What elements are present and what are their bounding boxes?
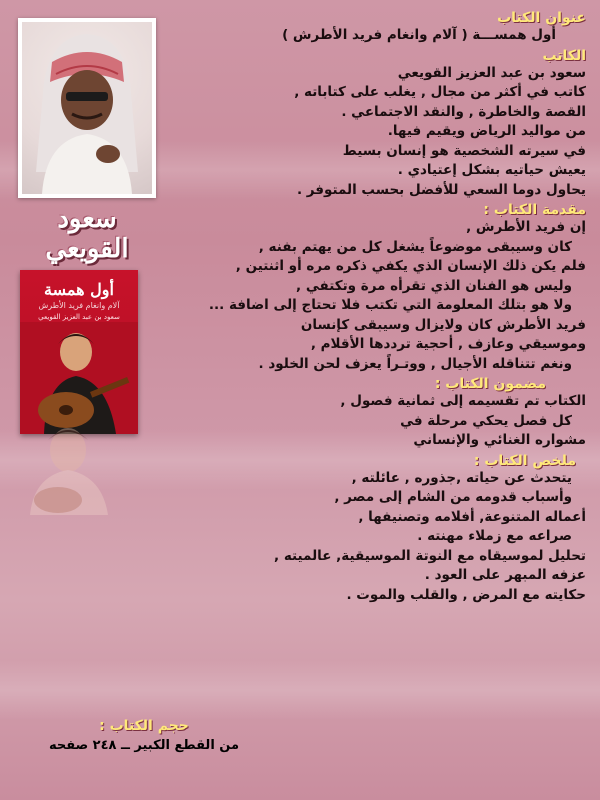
text-line: فريد الأطرش كان ولايزال وسيبقى كإنسان (300, 316, 586, 333)
text-line: كل فصل يحكي مرحلة في (400, 412, 572, 429)
author-photo (18, 18, 156, 198)
text-line: صراعه مع زملاء مهنته . (417, 528, 572, 544)
text-line: من مواليد الرياض ويقيم فيها. (387, 123, 586, 139)
section-heading: عنوان الكتاب (497, 10, 586, 26)
book-info-panel (166, 8, 586, 607)
author-portrait-illustration (22, 22, 152, 194)
text-line: ونغم تتناقله الأجيال , ووتـراً يعزف لحن الخلود . (258, 355, 572, 372)
book-size-text: من القطع الكبير ــ ٢٤٨ صفحه (48, 738, 240, 753)
section-heading: مضمون الكتاب : (434, 376, 546, 392)
text-line: وموسيقي وعازف , أحجية ترددها الأقلام , (310, 336, 586, 352)
text-line: ولا هو بتلك المعلومة التي تكتب فلا تحتاج إلى اضافة ... (208, 297, 572, 313)
section-heading: مقدمة الكتاب : (483, 202, 586, 218)
oud-player-illustration (20, 322, 138, 434)
background-band (0, 660, 600, 720)
text-line: تحليل لموسيقاه مع النوتة الموسيقية, عالميته , (274, 547, 586, 564)
section-heading: الكاتب (542, 47, 586, 64)
text-line: إن فريد الأطرش , (466, 219, 586, 235)
section-contents (166, 376, 586, 451)
text-line: القصة والخاطرة , والنقد الاجتماعي . (341, 103, 586, 120)
text-line: الكتاب تم تقسيمه إلى ثمانية فصول , (340, 393, 586, 409)
section-author (166, 48, 586, 201)
book-cover-author: سعود بن عبد العزيز القويعي (38, 313, 120, 321)
text-line: يحاول دوما السعي للأفضل بحسب المتوفر . (296, 181, 586, 198)
section-heading: ملخص الكتاب : (473, 452, 576, 469)
text-line: في سيرته الشخصية هو إنسان بسيط (342, 142, 586, 159)
section-heading: حجم الكتاب : (99, 718, 189, 734)
book-cover (20, 270, 138, 434)
text-line: كان وسيبقى موضوعاً يشغل كل من يهتم بفنه , (258, 238, 572, 255)
text-line: مشواره الغنائي والإنساني (413, 432, 586, 448)
text-line: عزفه المبهر على العود . (424, 567, 586, 583)
text-line: يعيش حياتيه بشكل إعتيادي . (397, 162, 586, 178)
text-line: وأسباب قدومه من الشام إلى مصر , (334, 489, 572, 505)
section-book-size (14, 716, 274, 756)
book-cover-subtitle: آلام وانغام فريد الأطرش (38, 301, 120, 310)
book-cover-title: أول همسة (44, 280, 114, 299)
text-line: كاتب في أكثر من مجال , يغلب على كتاباته , (294, 84, 586, 100)
text-line: أول همســـة ( آلام وانغام فريد الأطرش ) (282, 27, 556, 43)
text-line: سعود بن عبد العزيز القويعي (397, 64, 586, 81)
faded-musician-image (18, 420, 118, 515)
text-line: أعماله المتنوعة, أفلامه وتصنيفها , (358, 508, 586, 525)
section-summary (166, 453, 586, 606)
text-line: يتحدث عن حياته ,جذوره , عائلته , (351, 469, 572, 486)
section-title (166, 10, 586, 46)
section-introduction (166, 202, 586, 374)
text-line: حكايته مع المرض , والقلب والموت . (346, 586, 586, 603)
text-line: فلم يكن ذلك الإنسان الذي يكفي ذكره مره أو اثنتين , (235, 258, 586, 274)
text-line: وليس هو الفنان الذي تقرأه مرة وتكتفي , (296, 277, 572, 294)
author-signature: سعود القويعي (45, 204, 129, 264)
